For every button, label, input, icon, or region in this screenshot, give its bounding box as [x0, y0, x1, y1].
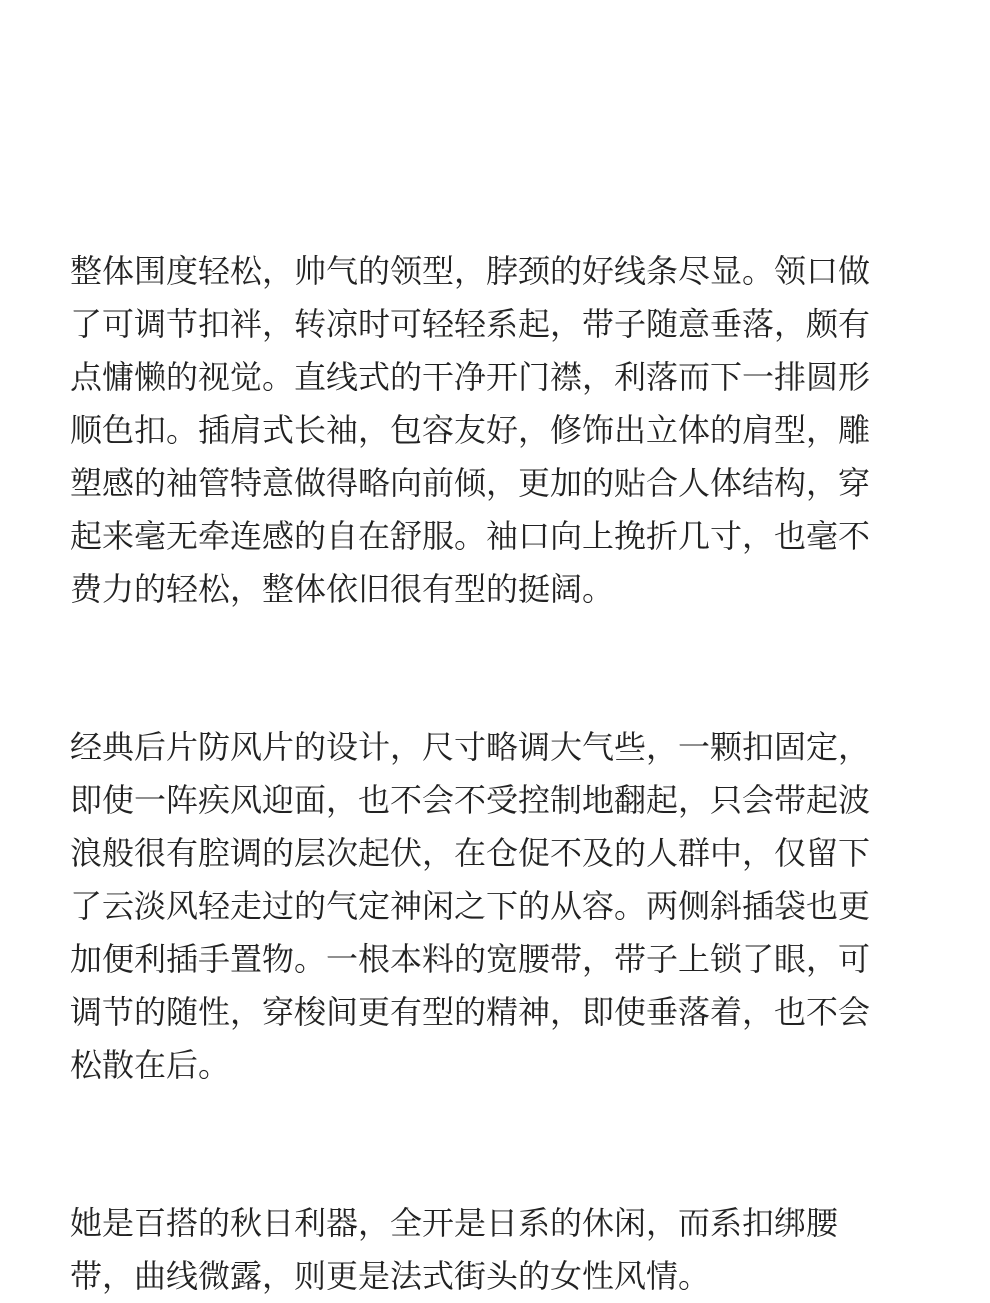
text-line: 整体围度轻松，帅气的领型，脖颈的好线条尽显。领口做	[70, 252, 871, 290]
text-line: 顺色扣。插肩式长袖，包容友好，修饰出立体的肩型，雕	[70, 411, 871, 449]
text-line: 塑感的袖管特意做得略向前倾，更加的贴合人体结构，穿	[70, 464, 871, 502]
text-line: 她是百搭的秋日利器，全开是日系的休闲，而系扣绑腰	[70, 1204, 839, 1242]
text-line: 起来毫无牵连感的自在舒服。袖口向上挽折几寸，也毫不	[70, 517, 871, 555]
text-line: 了云淡风轻走过的气定神闲之下的从容。两侧斜插袋也更	[70, 887, 871, 925]
text-line: 了可调节扣袢，转凉时可轻轻系起，带子随意垂落，颇有	[70, 305, 871, 343]
text-line: 加便利插手置物。一根本料的宽腰带，带子上锁了眼，可	[70, 940, 871, 978]
paragraph-back-flap-and-belt	[70, 721, 922, 1092]
text-line: 即使一阵疾风迎面，也不会不受控制地翻起，只会带起波	[70, 781, 871, 819]
text-line: 带，曲线微露，则更是法式街头的女性风情。	[70, 1257, 711, 1295]
text-line: 调节的随性，穿梭间更有型的精神，即使垂落着，也不会	[70, 993, 871, 1031]
text-line: 经典后片防风片的设计，尺寸略调大气些，一颗扣固定，	[70, 728, 871, 766]
text-line: 费力的轻松，整体依旧很有型的挺阔。	[70, 570, 615, 608]
paragraph-collar-and-sleeves	[70, 245, 922, 616]
text-line: 点慵懒的视觉。直线式的干净开门襟，利落而下一排圆形	[70, 358, 871, 396]
paragraph-styling-summary	[70, 1197, 922, 1303]
text-line: 松散在后。	[70, 1046, 231, 1084]
text-line: 浪般很有腔调的层次起伏，在仓促不及的人群中，仅留下	[70, 834, 871, 872]
